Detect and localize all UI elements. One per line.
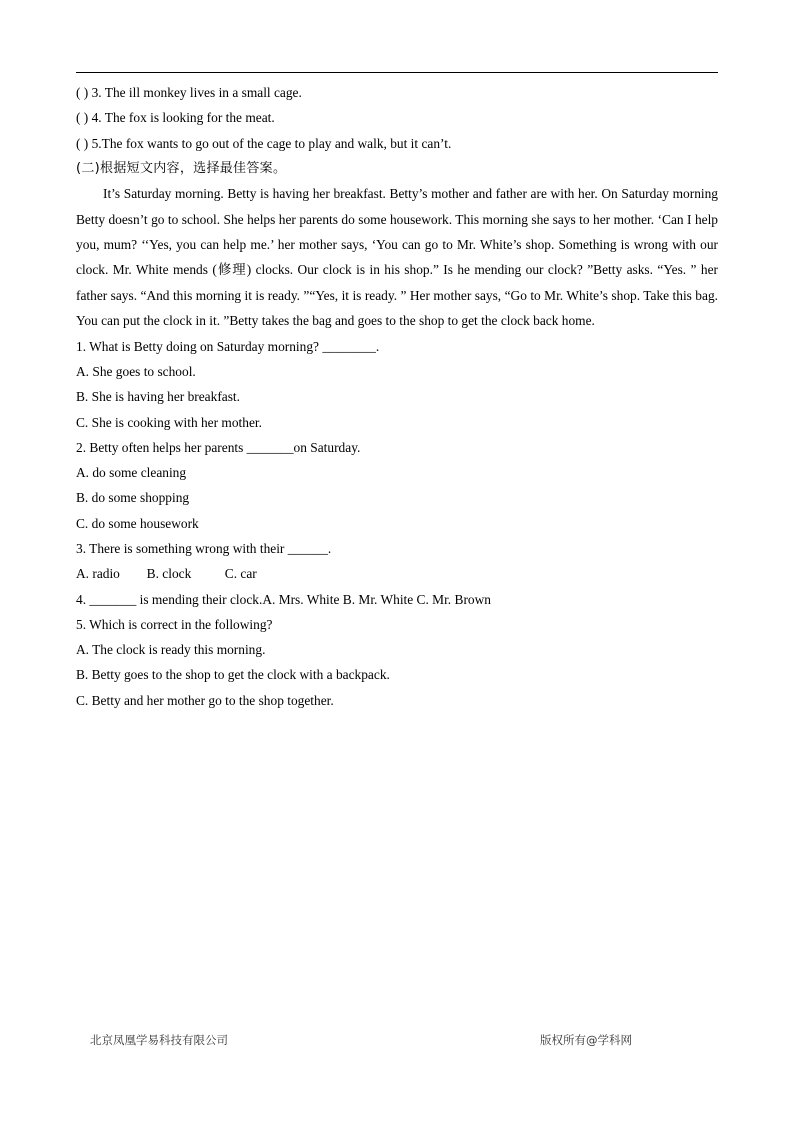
q5-option-b: B. Betty goes to the shop to get the clock with a backpack.: [76, 667, 390, 683]
section-heading: (二)根据短文内容，选择最佳答案。: [76, 160, 287, 176]
tf-item-4: ( ) 4. The fox is looking for the meat.: [76, 110, 275, 126]
q5-option-a: A. The clock is ready this morning.: [76, 642, 266, 658]
question-1: 1. What is Betty doing on Saturday morning? ________.: [76, 338, 380, 354]
q2-option-a: A. do some cleaning: [76, 465, 187, 481]
tf-item-5: ( ) 5.The fox wants to go out of the cage to play and walk, but it can’t.: [76, 135, 452, 151]
q1-option-a: A. She goes to school.: [76, 363, 196, 379]
tf-item-3: ( ) 3. The ill monkey lives in a small cage.: [76, 85, 302, 100]
q5-option-c: C. Betty and her mother go to the shop together.: [76, 692, 334, 708]
q3-options: A. radio B. clock C. car: [76, 566, 257, 582]
worksheet-content: [76, 80, 718, 713]
footer-copyright: 版权所有@学科网: [540, 1033, 632, 1047]
question-4: 4. _______ is mending their clock.A. Mrs. White B. Mr. White C. Mr. Brown: [76, 591, 491, 607]
reading-passage: It’s Saturday morning. Betty is having her breakfast. Betty’s mother and father are with her. On Saturday morning Betty doesn’t go to school. She helps her parents do some housework. This morning she says to her mother. ‘Can I help you, mum? ‘‘Yes, you can help me.’ her mother says, ‘You can go to Mr. White’s shop. Something is wrong with our clock. Mr. White mends (修理) clocks. Our clock is in his shop.” Is he mending our clock? ”Betty asks. “Yes. ” her father says. “And this morning it is ready. ”“Yes, it is ready. ” Her mother says, “Go to Mr. White’s shop. Take this bag. You can put the clock in it. ”Betty takes the bag and goes to the shop to get the clock back home.: [76, 186, 718, 329]
question-3: 3. There is something wrong with their ______.: [76, 541, 332, 556]
q2-option-c: C. do some housework: [76, 515, 199, 531]
header-rule: [76, 72, 718, 73]
q1-option-c: C. She is cooking with her mother.: [76, 414, 262, 430]
q2-option-b: B. do some shopping: [76, 490, 190, 506]
question-5: 5. Which is correct in the following?: [76, 616, 273, 632]
footer-company: 北京凤凰学易科技有限公司: [90, 1033, 228, 1047]
question-2: 2. Betty often helps her parents _______on Saturday.: [76, 439, 361, 455]
q1-option-b: B. She is having her breakfast.: [76, 389, 240, 405]
